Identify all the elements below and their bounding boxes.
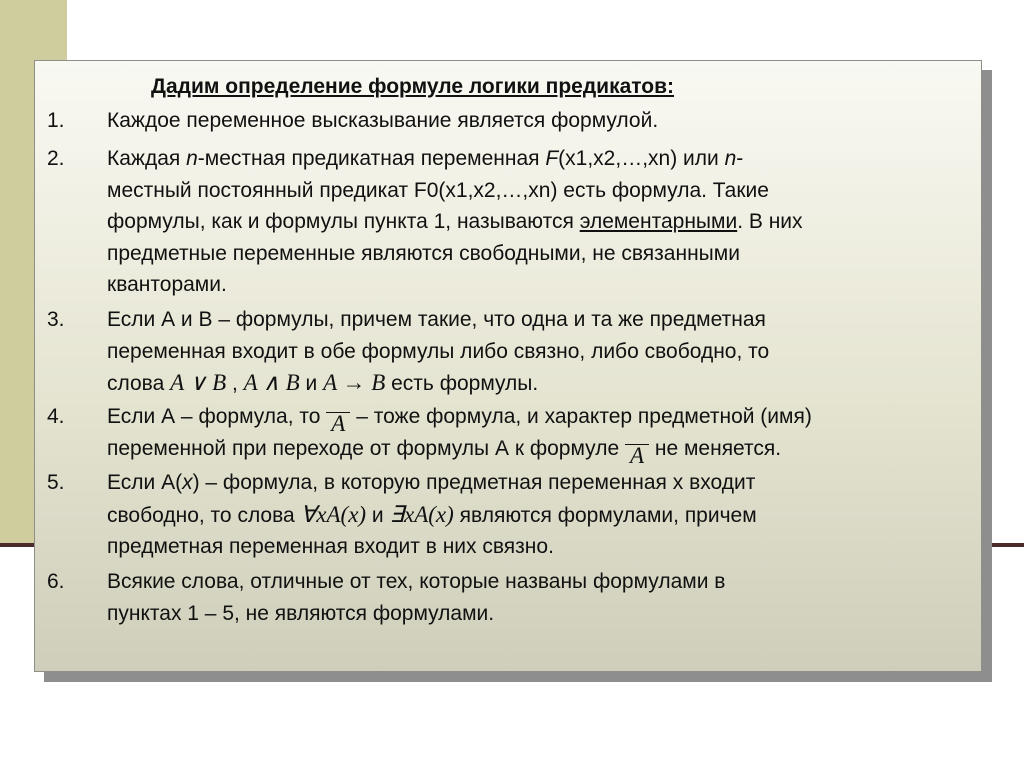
definition-panel: [34, 60, 982, 672]
item-text: Если А и В – формулы, причем такие, что одна и та же предметная переменная входит в обе формулы либо связно, либо свободно, то слова A ∨ B , A ∧ B и A → B есть формулы.: [107, 308, 770, 395]
formula-exists: ∃xA(x): [389, 501, 454, 527]
item-text: Каждое переменное высказывание является формулой.: [107, 109, 659, 132]
item-text: Если А – формула, то A – тоже формула, и характер предметной (имя) переменной при переходе от формулы А к формуле A не меняется.: [107, 405, 812, 468]
negation-a: A: [326, 412, 350, 435]
formula-and: A ∧ B: [243, 370, 300, 395]
item-number: 5.: [47, 471, 65, 494]
item-number: 6.: [47, 570, 65, 593]
item-text: Всякие слова, отличные от тех, которые названы формулами в пунктах 1 – 5, не являются формулами.: [107, 570, 726, 625]
formula-implies: A → B: [323, 370, 386, 395]
item-text: Каждая n-местная предикатная переменная F(x1,x2,…,xn) или n- местный постоянный предикат F0(x1,x2,…,xn) есть формула. Такие формулы, как и формулы пункта 1, называются элементарными. В них предметные переменные являются свободными, не связанными кванторами.: [107, 147, 803, 296]
term-elementary: элементарными: [579, 210, 738, 233]
negation-a: A: [625, 444, 649, 467]
formula-forall: ∀xA(x): [300, 501, 367, 527]
item-number: 4.: [47, 405, 65, 428]
item-number: 2.: [47, 147, 65, 170]
item-number: 3.: [47, 308, 65, 331]
item-number: 1.: [47, 109, 65, 132]
formula-or: A ∨ B: [170, 370, 227, 395]
heading: Дадим определение формуле логики предикатов:: [151, 75, 675, 98]
item-text: Если А(x) – формула, в которую предметная переменная x входит свободно, то слова ∀xA(x) и ∃xA(x) являются формулами, причем предметная переменная входит в них связно.: [107, 471, 757, 558]
